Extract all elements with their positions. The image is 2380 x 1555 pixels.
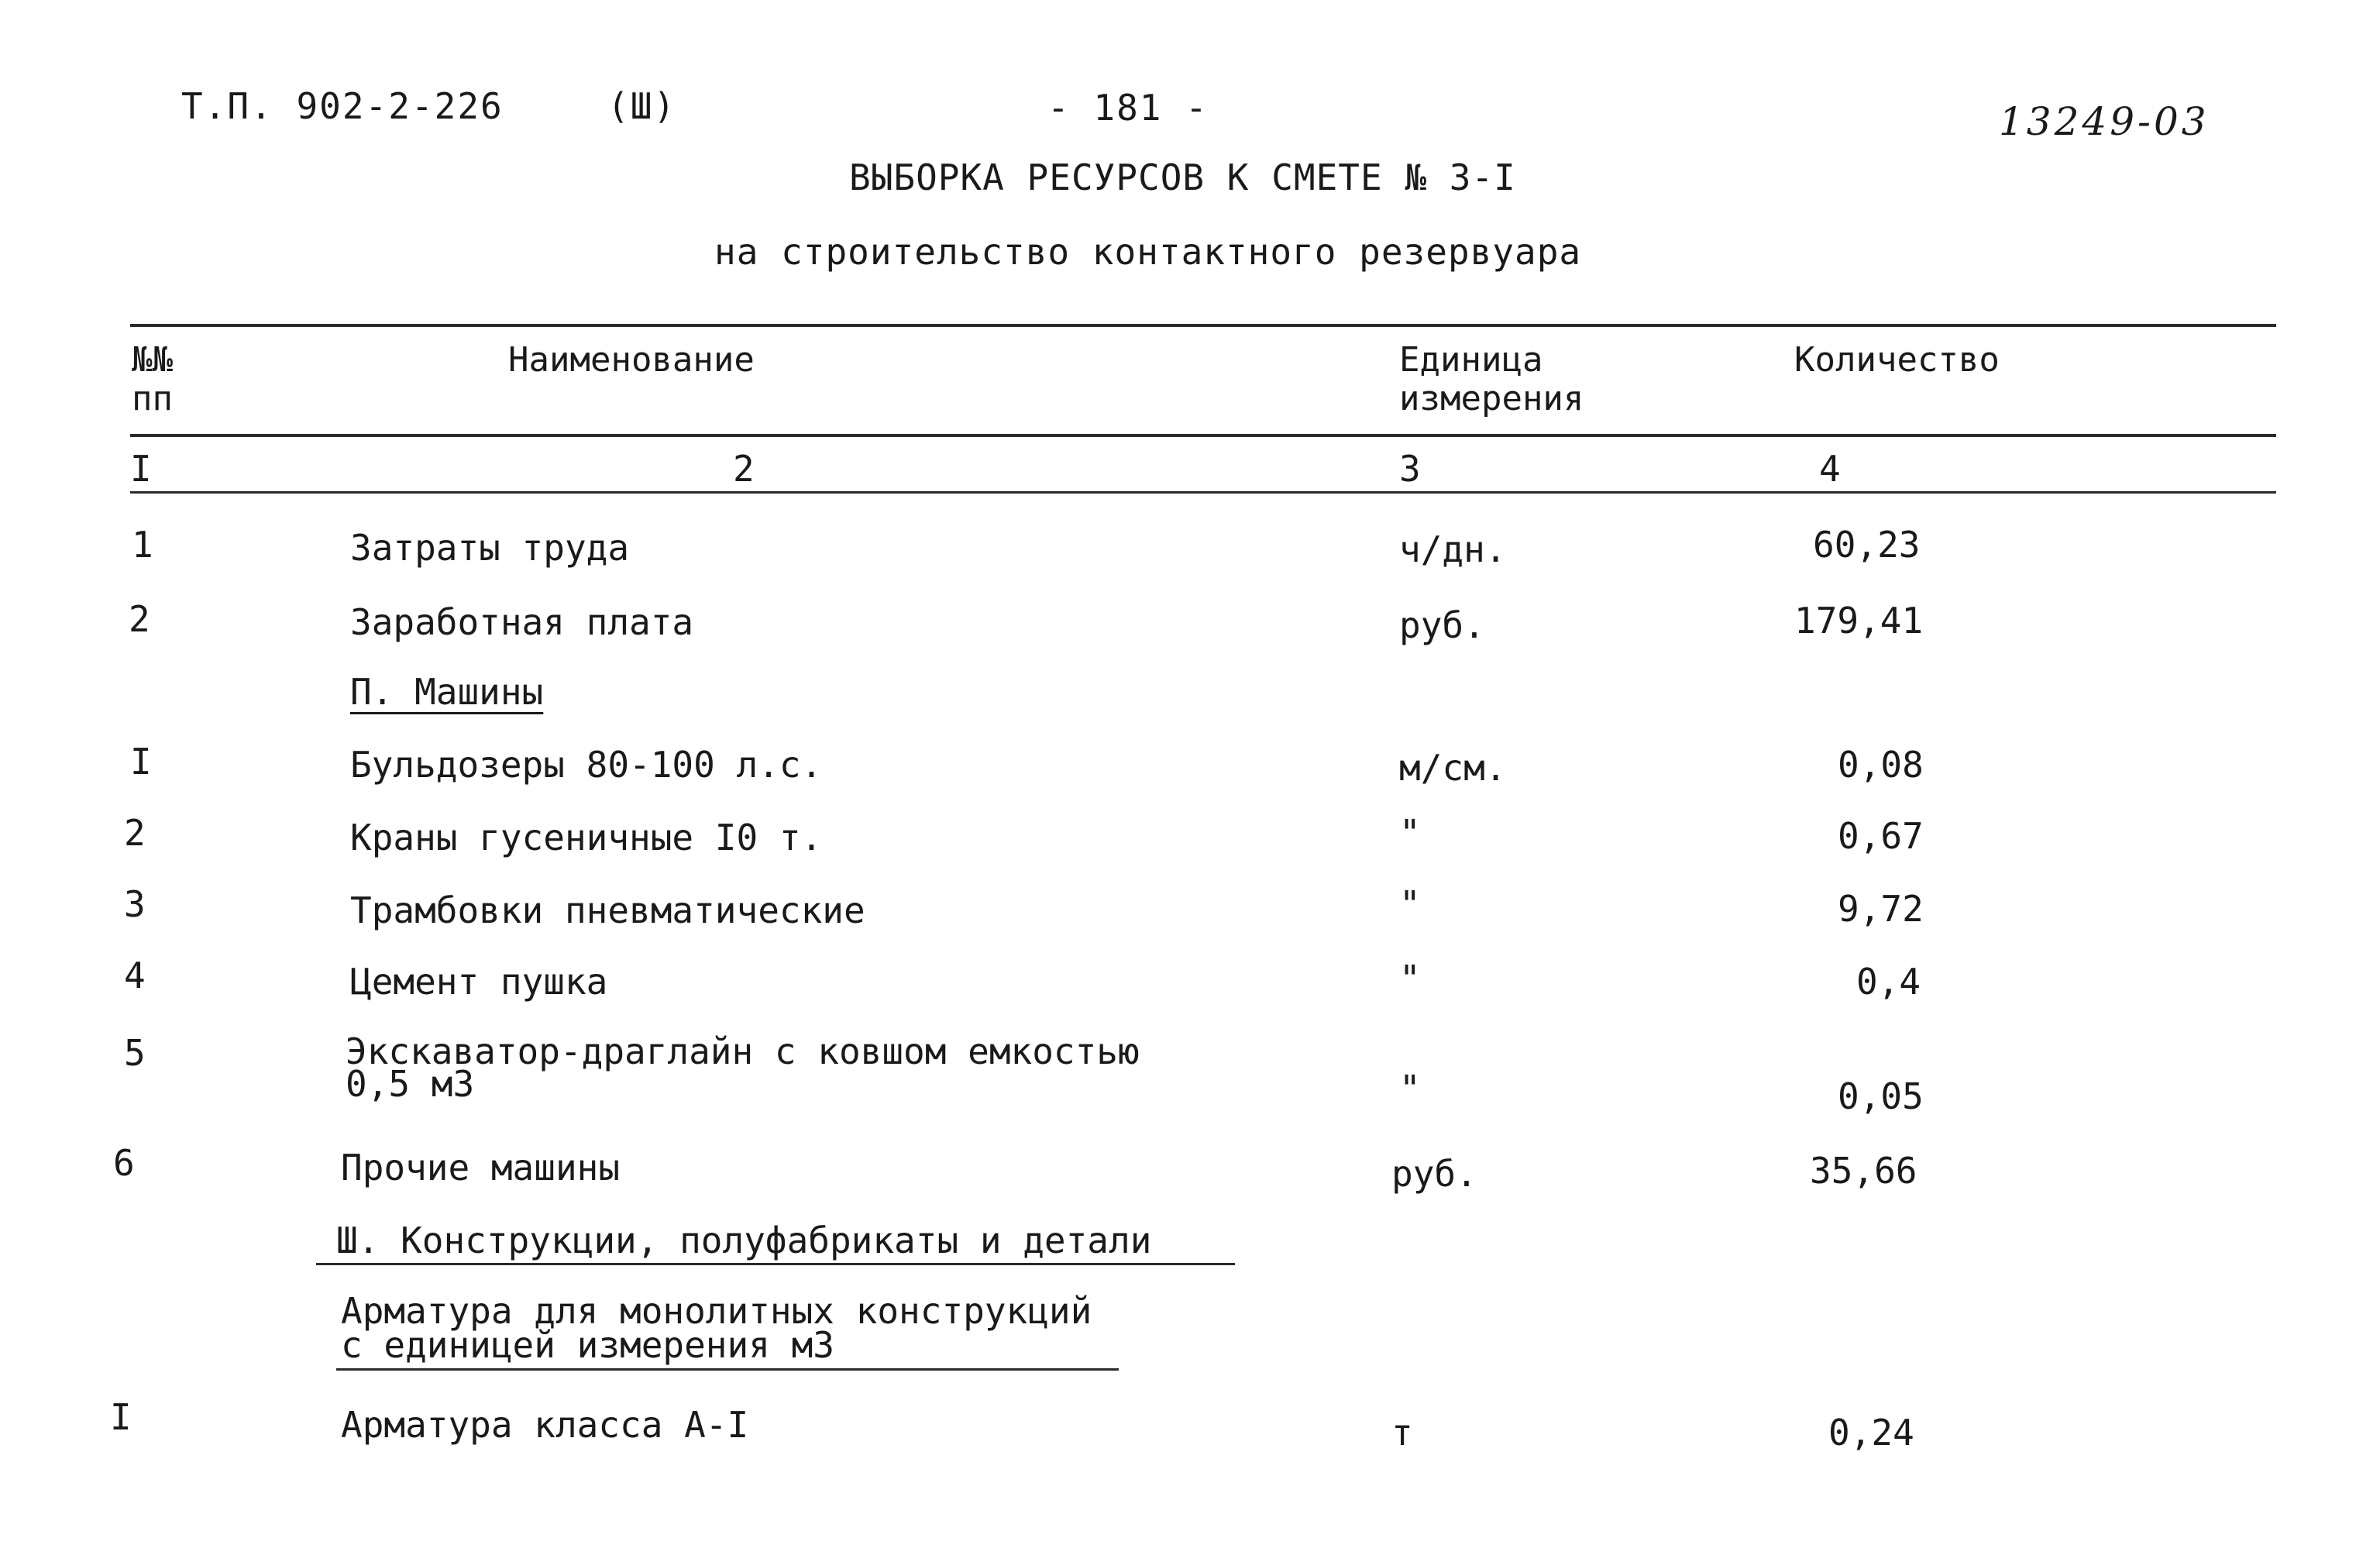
row-number: 1 — [132, 524, 153, 566]
row-name: Заработная плата — [350, 601, 694, 643]
row-number: 6 — [113, 1142, 135, 1184]
row-unit: " — [1399, 1068, 1421, 1109]
row-unit: " — [1399, 883, 1421, 925]
row-number: 3 — [124, 883, 146, 925]
row-unit: руб. — [1391, 1153, 1477, 1195]
archive-number: 13249-03 — [1999, 99, 2210, 144]
col-header-unit: Единица измерения — [1399, 340, 1584, 418]
document-title: ВЫБОРКА РЕСУРСОВ К СМЕТЕ № 3-I — [849, 157, 1516, 198]
row-qty: 0,24 — [1828, 1412, 1914, 1454]
row-name: Прочие машины — [341, 1147, 621, 1189]
row-unit: т — [1391, 1412, 1413, 1454]
column-number-rule — [130, 491, 2276, 494]
volume-mark: (Ш) — [607, 85, 677, 127]
section-heading-constructions: Ш. Конструкции, полуфабрикаты и детали — [336, 1220, 1152, 1261]
row-number: I — [130, 741, 152, 783]
document-subtitle: на строительство контактного резервуара — [714, 231, 1582, 273]
row-unit: ч/дн. — [1399, 528, 1507, 570]
row-qty: 179,41 — [1794, 600, 1924, 642]
col-header-qty: Количество — [1794, 340, 2000, 380]
row-number: 5 — [124, 1032, 146, 1074]
row-qty: 35,66 — [1810, 1150, 1917, 1192]
section-underline — [316, 1263, 1235, 1265]
row-unit: " — [1399, 958, 1421, 999]
header-bottom-rule — [130, 434, 2276, 437]
row-number: I — [110, 1396, 132, 1438]
subsection-heading: Арматура для монолитных конструкций с единицей измерения м3 — [341, 1290, 1092, 1366]
row-name: Экскаватор-драглайн с ковшом емкостью 0,5 м3 — [346, 1030, 1140, 1105]
row-unit: руб. — [1399, 604, 1485, 646]
subsection-underline — [336, 1368, 1119, 1371]
row-name: Арматура класса А-I — [341, 1404, 749, 1446]
col-header-name: Наименование — [508, 340, 755, 380]
document-code: Т.П. 902-2-226 — [181, 85, 504, 127]
row-qty: 0,67 — [1838, 815, 1924, 857]
row-number: 2 — [124, 812, 146, 854]
row-name: Затраты труда — [350, 527, 630, 569]
row-number: 4 — [124, 955, 146, 996]
row-qty: 0,4 — [1856, 961, 1921, 1003]
col-number: 3 — [1399, 448, 1421, 490]
col-header-num: №№ пп — [132, 340, 173, 418]
row-unit: м/см. — [1399, 747, 1507, 789]
row-name: Цемент пушка — [350, 961, 608, 1003]
row-name: Бульдозеры 80-100 л.с. — [350, 744, 823, 786]
row-name: Трамбовки пневматические — [350, 889, 865, 931]
col-number: 4 — [1819, 448, 1841, 490]
row-name: Краны гусеничные I0 т. — [350, 817, 823, 858]
page-number: - 181 - — [1047, 87, 1209, 129]
row-qty: 0,05 — [1838, 1075, 1924, 1117]
table-top-rule — [130, 324, 2276, 327]
row-qty: 0,08 — [1838, 744, 1924, 786]
section-heading-machines: П. Машины — [350, 671, 544, 713]
col-number: 2 — [733, 448, 755, 490]
row-unit: " — [1399, 812, 1421, 854]
col-number: I — [130, 448, 152, 490]
row-qty: 9,72 — [1838, 888, 1924, 930]
row-qty: 60,23 — [1813, 524, 1921, 566]
row-number: 2 — [129, 598, 150, 640]
